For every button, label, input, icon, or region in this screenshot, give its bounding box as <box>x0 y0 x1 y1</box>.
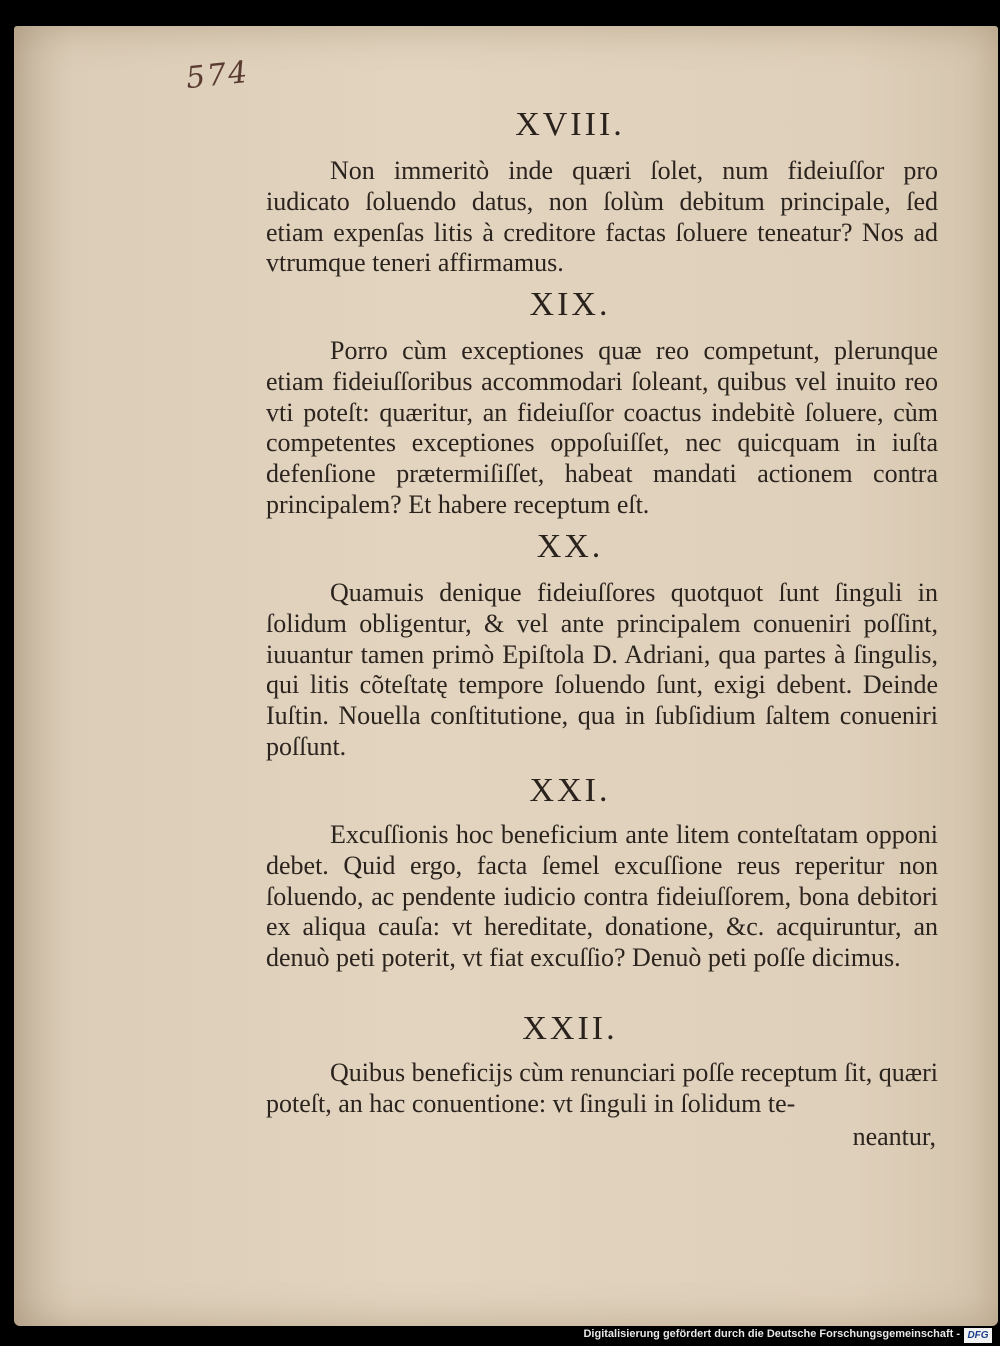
dfg-logo-icon: DFG <box>964 1328 992 1343</box>
section-text-19: Porro cùm exceptiones quæ reo competunt, plerunque etiam fideiuſſoribus accommodari ſoleant, quibus vel inuito reo vti poteſt: quæritur, an fideiuſſor coactus indebitè ſoluere, cùm competentes exceptiones oppoſuiſſet, nec quicquam in iuſta defenſione prætermiſiſſet, habeat mandati actionem contra principalem? Et habere receptum eſt. <box>266 336 938 519</box>
section-heading-22: XXII. <box>522 1010 618 1047</box>
section-text-18: Non immeritò inde quæri ſolet, num fideiuſſor pro iudicato ſoluendo datus, non ſolùm debitum principale, ſed etiam expenſas litis à creditore factas ſoluere teneatur? Nos ad vtrumque teneri affirmamus. <box>266 156 938 278</box>
footer-bar <box>0 1326 1000 1346</box>
section-heading-20: XX. <box>536 528 604 565</box>
section-heading-19: XIX. <box>529 286 611 323</box>
section-heading-21: XXI. <box>529 772 611 809</box>
section-text-22: Quibus beneficijs cùm renunciari poſſe receptum ſit, quæri poteſt, an hac conuentione: vt ſinguli in ſolidum te- <box>266 1058 938 1118</box>
footer-credit: Digitalisierung gefördert durch die Deutsche Forschungsgemeinschaft - <box>583 1328 960 1340</box>
catchword: neantur, <box>852 1122 936 1151</box>
handwritten-folio-number: 574 <box>184 54 251 97</box>
section-heading-18: XVIII. <box>515 106 625 143</box>
section-text-20: Quamuis denique fideiuſſores quotquot ſunt ſinguli in ſolidum obligentur, & vel ante principalem conueniri poſſint, iuuantur tamen primò Epiſtola D. Adriani, qua partes à ſingulis, qui litis cõteſtatę tempore ſoluendo ſunt, exigi debent. Deinde Iuſtin. Nouella conſtitutione, qua in ſubſidium ſaltem conueniri poſſunt. <box>266 578 938 761</box>
section-text-21: Excuſſionis hoc beneficium ante litem conteſtatam opponi debet. Quid ergo, facta ſemel excuſſione reus reperitur non ſoluendo, ac pendente iudicio contra fideiuſſorem, bona debitori ex aliqua cauſa: vt hereditate, donatione, &c. acquiruntur, an denuò peti poterit, vt fiat excuſſio? Denuò peti poſſe dicimus. <box>266 820 938 973</box>
